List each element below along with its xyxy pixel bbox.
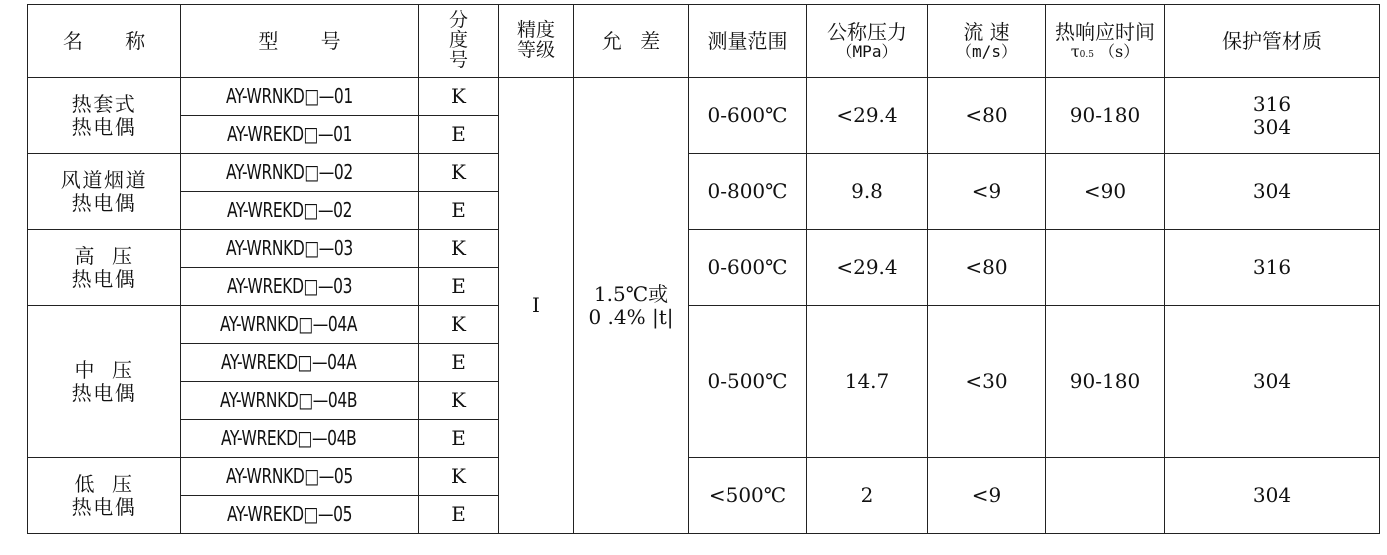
- header-range: 测量范围: [689, 5, 807, 78]
- model-cell: [181, 382, 419, 420]
- header-response-seconds: （s）: [1099, 42, 1140, 62]
- graduation-cell: E: [419, 192, 499, 230]
- table-row: [28, 306, 1380, 344]
- pressure-cell: 2: [807, 458, 928, 534]
- graduation-cell: E: [419, 116, 499, 154]
- material-cell: [1165, 230, 1380, 306]
- model-text: AY-WREKD□—01: [226, 122, 352, 147]
- group-name-line: 热套式: [71, 92, 137, 117]
- graduation-cell: E: [419, 344, 499, 382]
- group-name-line: 热电偶: [71, 114, 137, 139]
- header-accuracy: [499, 5, 574, 78]
- material-line: 304: [1252, 369, 1292, 394]
- header-model: 型 号: [181, 5, 419, 78]
- material-cell: [1165, 78, 1380, 154]
- tolerance-line-1: 1.5℃或: [593, 282, 669, 307]
- range-cell: 0-800℃: [689, 154, 807, 230]
- flow-cell: <9: [928, 154, 1046, 230]
- group-name-1: [28, 78, 181, 154]
- model-cell: [181, 458, 419, 496]
- model-cell: [181, 268, 419, 306]
- header-pressure-line-1: 公称压力: [827, 19, 907, 44]
- response-cell: [1046, 230, 1165, 306]
- table-row: [28, 78, 1380, 116]
- graduation-cell: K: [419, 154, 499, 192]
- model-text: AY-WREKD□—04B: [220, 426, 357, 451]
- group-name-line: 高 压: [74, 244, 134, 269]
- response-cell: <90: [1046, 154, 1165, 230]
- header-response: [1046, 5, 1165, 78]
- model-cell: [181, 116, 419, 154]
- header-flow-unit: （m/s）: [956, 42, 1017, 62]
- model-text: AY-WREKD□—04A: [220, 350, 357, 375]
- header-pressure: [807, 5, 928, 78]
- model-text: AY-WRNKD□—04A: [219, 312, 357, 337]
- header-response-tau: τ: [1070, 42, 1080, 62]
- header-flow-line-1: 流 速: [963, 19, 1010, 44]
- model-text: AY-WREKD□—02: [226, 198, 352, 223]
- header-accuracy-line-2: 等级: [516, 39, 555, 61]
- model-cell: [181, 192, 419, 230]
- flow-cell: <80: [928, 78, 1046, 154]
- group-name-line: 低 压: [74, 472, 134, 497]
- header-tolerance: 允 差: [574, 5, 689, 78]
- model-cell: [181, 420, 419, 458]
- flow-cell: <30: [928, 306, 1046, 458]
- header-pressure-unit: （MPa）: [836, 42, 898, 62]
- pressure-cell: 14.7: [807, 306, 928, 458]
- material-cell: [1165, 306, 1380, 458]
- model-cell: [181, 154, 419, 192]
- graduation-cell: K: [419, 78, 499, 116]
- group-name-line: 中 压: [74, 358, 134, 383]
- table-row: [28, 230, 1380, 268]
- header-response-subscript: 0.5: [1079, 50, 1094, 61]
- header-response-line-1: 热响应时间: [1055, 19, 1155, 44]
- model-cell: [181, 230, 419, 268]
- response-cell: [1046, 458, 1165, 534]
- model-text: AY-WRNKD□—04B: [219, 388, 357, 413]
- model-cell: [181, 78, 419, 116]
- graduation-cell: E: [419, 420, 499, 458]
- table-row: [28, 458, 1380, 496]
- group-name-4: [28, 306, 181, 458]
- model-text: AY-WREKD□—05: [226, 502, 352, 527]
- model-cell: [181, 344, 419, 382]
- material-cell: [1165, 154, 1380, 230]
- group-name-line: 热电偶: [71, 190, 137, 215]
- table-row: [28, 154, 1380, 192]
- model-text: AY-WRNKD□—05: [225, 464, 353, 489]
- graduation-cell: K: [419, 382, 499, 420]
- graduation-cell: K: [419, 306, 499, 344]
- model-cell: [181, 496, 419, 534]
- flow-cell: <9: [928, 458, 1046, 534]
- tolerance-cell: [574, 78, 689, 534]
- group-name-3: [28, 230, 181, 306]
- header-flow: [928, 5, 1046, 78]
- pressure-cell: 9.8: [807, 154, 928, 230]
- model-text: AY-WREKD□—03: [226, 274, 352, 299]
- header-graduation-line-3: 号: [448, 48, 468, 71]
- graduation-cell: E: [419, 268, 499, 306]
- material-line: 304: [1252, 179, 1292, 204]
- thermocouple-spec-table: [27, 4, 1380, 534]
- pressure-cell: <29.4: [807, 230, 928, 306]
- header-graduation: [419, 5, 499, 78]
- header-graduation-line-1: 分: [448, 9, 468, 32]
- material-line: 304: [1252, 114, 1292, 139]
- header-graduation-line-2: 度: [448, 29, 468, 52]
- group-name-line: 风道烟道: [60, 168, 148, 193]
- response-cell: 90-180: [1046, 306, 1165, 458]
- model-text: AY-WRNKD□—02: [225, 160, 353, 185]
- model-text: AY-WRNKD□—01: [225, 84, 353, 109]
- group-name-line: 热电偶: [71, 266, 137, 291]
- pressure-cell: <29.4: [807, 78, 928, 154]
- header-name: 名 称: [28, 5, 181, 78]
- material-line: 316: [1252, 92, 1292, 117]
- group-name-line: 热电偶: [71, 380, 137, 405]
- graduation-cell: K: [419, 230, 499, 268]
- header-accuracy-line-1: 精度: [516, 19, 555, 42]
- range-cell: 0-500℃: [689, 306, 807, 458]
- spec-table-container: [27, 4, 1380, 534]
- material-cell: [1165, 458, 1380, 534]
- response-cell: 90-180: [1046, 78, 1165, 154]
- range-cell: 0-600℃: [689, 230, 807, 306]
- material-line: 316: [1252, 255, 1292, 280]
- tolerance-line-2: 0 .4% |t|: [588, 304, 674, 329]
- material-line: 304: [1252, 483, 1292, 508]
- group-name-line: 热电偶: [71, 494, 137, 519]
- flow-cell: <80: [928, 230, 1046, 306]
- accuracy-cell: I: [499, 78, 574, 534]
- graduation-cell: K: [419, 458, 499, 496]
- range-cell: 0-600℃: [689, 78, 807, 154]
- group-name-5: [28, 458, 181, 534]
- header-material: 保护管材质: [1165, 5, 1380, 78]
- group-name-2: [28, 154, 181, 230]
- graduation-cell: E: [419, 496, 499, 534]
- range-cell: <500℃: [689, 458, 807, 534]
- header-row: [28, 5, 1380, 78]
- model-cell: [181, 306, 419, 344]
- model-text: AY-WRNKD□—03: [225, 236, 353, 261]
- header-response-unit: [1046, 43, 1164, 61]
